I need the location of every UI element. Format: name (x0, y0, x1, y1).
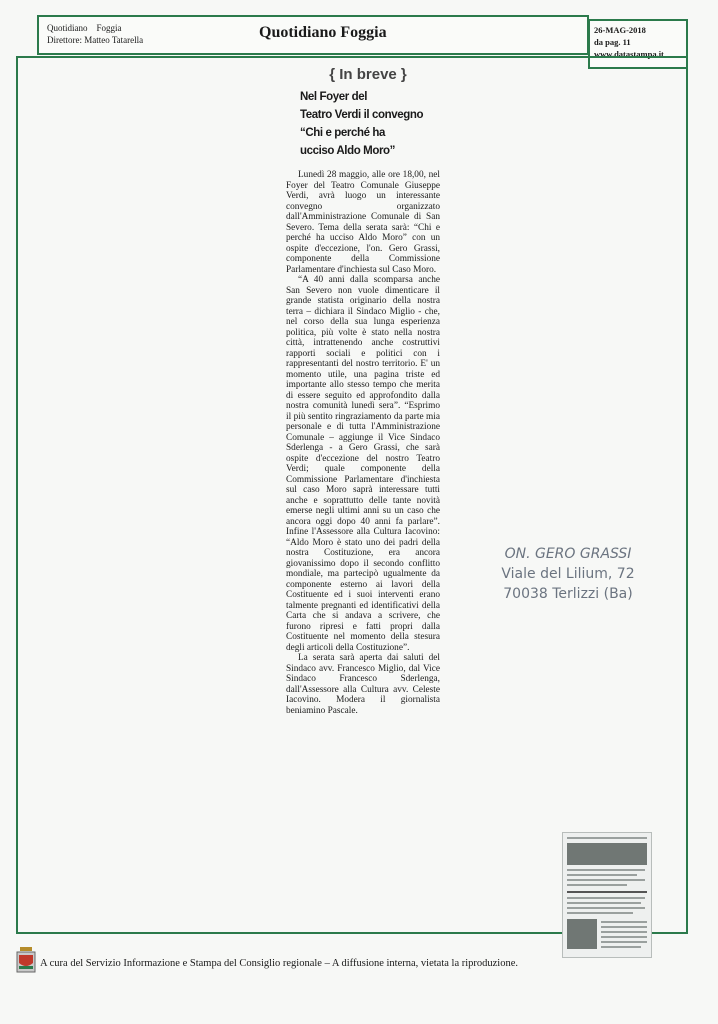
headline-line: Teatro Verdi il convegno (300, 109, 424, 121)
stamp-city: 70038 Terlizzi (Ba) (503, 586, 633, 602)
footer (16, 946, 696, 976)
regional-crest-icon (16, 946, 36, 974)
source-site: www.datastampa.it (594, 49, 664, 59)
masthead-left-box (37, 15, 589, 55)
article-headline (286, 88, 440, 160)
page-thumbnail (562, 832, 652, 958)
address-stamp (488, 544, 648, 604)
article-paragraph: La serata sarà aperta dai saluti del Sindaco avv. Francesco Miglio, dal Vice Sindaco Francesco Sderlenga, dall'Assessore alla Cultura avv. Celeste Iacovino. Modera il giornalista beniamino Pascale. (286, 653, 440, 716)
publication-city: Foggia (96, 23, 122, 33)
publication-name: Quotidiano (47, 23, 88, 33)
newspaper-title: Quotidiano Foggia (259, 24, 387, 41)
stamp-name: ON. GERO GRASSI (504, 546, 632, 562)
article-paragraph: Lunedì 28 maggio, alle ore 18,00, nel Foyer del Teatro Comunale Giuseppe Verdi, avrà luogo un interessante convegno organizzato dall'Amministrazione Comunale di San Severo. Tema della serata sarà: “Chi e perché ha ucciso Aldo Moro” con un ospite d'eccezione, l'on. Gero Grassi, componente della Commissione Parlamentare d'inchiesta sul Caso Moro. (286, 170, 440, 275)
issue-date: 26-MAG-2018 (594, 25, 646, 35)
director-line: Direttore: Matteo Tatarella (47, 35, 144, 45)
article (286, 66, 440, 716)
article-body (286, 170, 440, 716)
headline-line: ucciso Aldo Moro” (300, 145, 395, 157)
page-ref: da pag. 11 (594, 37, 631, 47)
section-label: { In breve } (329, 66, 407, 83)
stamp-street: Viale del Lilium, 72 (501, 566, 635, 582)
publication-info (47, 22, 143, 46)
headline-line: “Chi e perché ha (300, 127, 385, 139)
footer-notice: A cura del Servizio Informazione e Stampa del Consiglio regionale – A diffusione interna, vietata la riproduzione. (40, 958, 519, 969)
article-paragraph: “A 40 anni dalla scomparsa anche San Severo non vuole dimenticare il grande statista originario della nostra terra – dichiara il Sindaco Miglio - che, nel corso della sua lunga esperienza politica, più volte è stato nella nostra città, intrattenendo anche costruttivi rapporti sociali e politici con i rappresentanti del nostro territorio. E' un momento utile, una pagina triste ed importante allo stesso tempo che merita di essere seguito ed approfondito dalla nostra comunità lunedì sera”. “Esprimo il più sentito ringraziamento da parte mia personale e di tutta l'Amministrazione Comunale – aggiunge il Vice Sindaco Sderlenga - a Gero Grassi, che sarà ospite d'eccezione del nostro Teatro Verdi; quale componente della Commissione Parlamentare d'inchiesta sul caso Moro saprà interessare tutti anche e soprattutto delle tante novità emerse negli ultimi anni su un caso che ancora oggi dopo 40 anni fa parlare”. Infine l'Assessore alla Cultura Iacovino: “Aldo Moro è stato uno dei padri della nostra Costituzione, era ancora giovanissimo dopo il secondo conflitto mondiale, ma partecipò ugualmente da componente esterno ai lavori della Costituente ed i suoi interventi erano talmente pregnanti ed identificativi della Carta che si andava a scrivere, che furono ripresi e fatti propri dalla Costituente nel momento della stesura degli articoli della Costituzione”. (286, 275, 440, 653)
headline-line: Nel Foyer del (300, 91, 368, 103)
